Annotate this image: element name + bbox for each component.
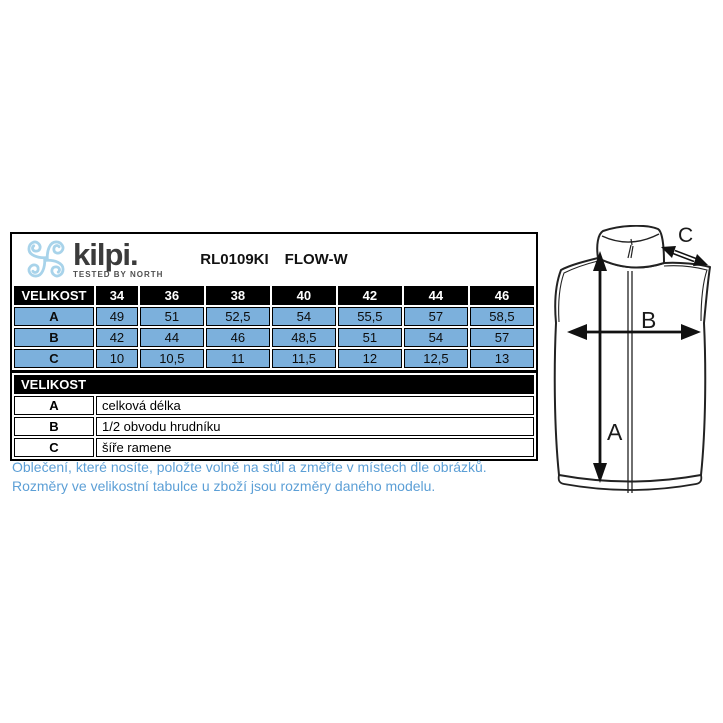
vest-diagram: [550, 225, 723, 515]
size-value-cell: 57: [404, 307, 468, 326]
size-header-cell: VELIKOST: [14, 286, 94, 305]
size-value-cell: 55,5: [338, 307, 402, 326]
size-header-cell: 40: [272, 286, 336, 305]
size-value-cell: 12: [338, 349, 402, 368]
label-a: A: [607, 419, 623, 445]
product-name: FLOW-W: [284, 250, 348, 268]
size-value-cell: 44: [140, 328, 204, 347]
legend-label-cell: C: [14, 438, 94, 457]
row-label-cell: C: [14, 349, 94, 368]
product-title: [12, 251, 536, 268]
size-table-header-row: [14, 286, 534, 305]
row-label-cell: B: [14, 328, 94, 347]
note-line-2: Rozměry ve velikostní tabulce u zboží jsou rozměry daného modelu.: [12, 477, 436, 494]
logo-text: kilpi.: [73, 237, 138, 272]
legend-row-b: [14, 417, 534, 436]
measurement-note: [12, 458, 487, 495]
logo-tagline: TESTED BY NORTH: [73, 270, 164, 279]
label-b: B: [641, 307, 657, 333]
size-value-cell: 51: [338, 328, 402, 347]
legend-row-c: [14, 438, 534, 457]
size-header-cell: 34: [96, 286, 138, 305]
size-row-c: [14, 349, 534, 368]
row-label-cell: A: [14, 307, 94, 326]
legend-label-cell: B: [14, 417, 94, 436]
size-header-cell: 36: [140, 286, 204, 305]
legend-description-cell: 1/2 obvodu hrudníku: [96, 417, 534, 436]
size-grid: [12, 284, 536, 370]
label-c: C: [678, 225, 694, 247]
size-value-cell: 42: [96, 328, 138, 347]
size-value-cell: 11: [206, 349, 270, 368]
size-chart-table: [10, 232, 538, 372]
size-row-a: [14, 307, 534, 326]
size-value-cell: 46: [206, 328, 270, 347]
legend-description-cell: celková délka: [96, 396, 534, 415]
size-value-cell: 49: [96, 307, 138, 326]
size-value-cell: 13: [470, 349, 534, 368]
size-row-b: [14, 328, 534, 347]
product-code: RL0109KI: [200, 250, 269, 268]
brand-row: [12, 234, 536, 284]
size-value-cell: 57: [470, 328, 534, 347]
size-header-cell: 38: [206, 286, 270, 305]
legend-header-row: [14, 375, 534, 394]
size-value-cell: 12,5: [404, 349, 468, 368]
legend-row-a: [14, 396, 534, 415]
note-line-1: Oblečení, které nosíte, položte volně na stůl a změřte v místech dle obrázků.: [12, 459, 487, 475]
size-value-cell: 52,5: [206, 307, 270, 326]
legend-table: [10, 371, 538, 461]
size-header-cell: 46: [470, 286, 534, 305]
size-header-cell: 44: [404, 286, 468, 305]
size-value-cell: 10: [96, 349, 138, 368]
size-value-cell: 11,5: [272, 349, 336, 368]
size-value-cell: 10,5: [140, 349, 204, 368]
size-value-cell: 51: [140, 307, 204, 326]
size-value-cell: 48,5: [272, 328, 336, 347]
size-header-cell: 42: [338, 286, 402, 305]
size-value-cell: 58,5: [470, 307, 534, 326]
legend-label-cell: A: [14, 396, 94, 415]
size-value-cell: 54: [272, 307, 336, 326]
legend-header: VELIKOST: [14, 375, 534, 394]
legend-description-cell: šíře ramene: [96, 438, 534, 457]
size-value-cell: 54: [404, 328, 468, 347]
